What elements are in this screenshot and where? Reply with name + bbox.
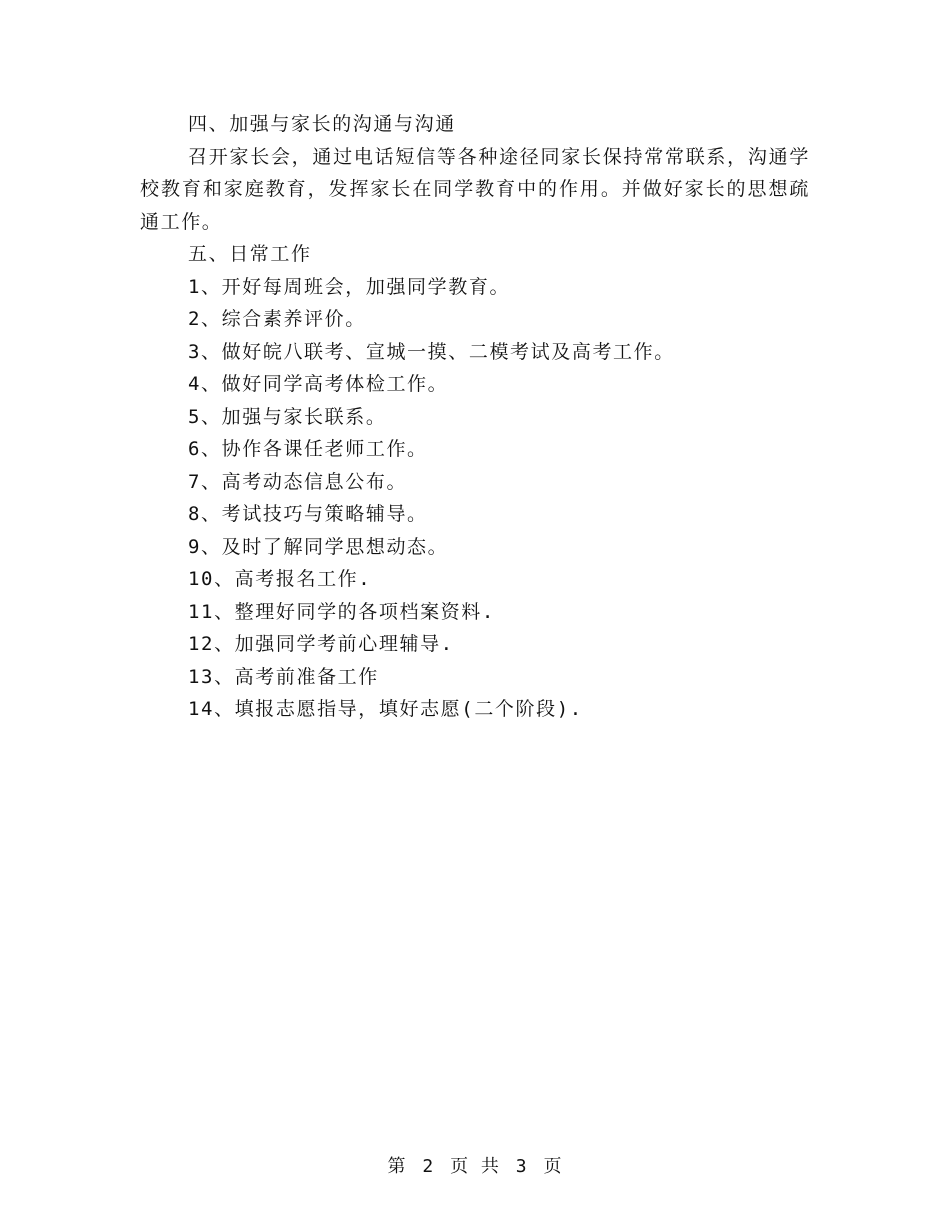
- footer-total-pages: 3: [515, 1156, 528, 1177]
- footer-current-page: 2: [422, 1156, 435, 1177]
- section-heading-4: 四、加强与家长的沟通与沟通: [188, 113, 456, 135]
- list-item: 5、加强与家长联系。: [188, 405, 387, 428]
- footer-suffix: 页: [543, 1156, 563, 1177]
- list-item: 8、考试技巧与策略辅导。: [188, 503, 428, 525]
- footer-prefix: 第: [387, 1156, 407, 1177]
- section-heading-5: 五、日常工作: [188, 243, 312, 265]
- list-item: 14、填报志愿指导，填好志愿(二个阶段).: [188, 698, 583, 720]
- section-4-paragraph: 召开家长会，通过电话短信等各种途径同家长保持常常联系，沟通学校教育和家庭教育，发挥家长在同学教育中的作用。并做好家长的思想疏通工作。: [140, 145, 810, 233]
- list-item: 7、高考动态信息公布。: [188, 470, 408, 493]
- page-footer: [0, 1152, 950, 1178]
- list-item: 10、高考报名工作.: [188, 568, 372, 590]
- document-body: [140, 108, 810, 726]
- list-item: 2、综合素养评价。: [188, 308, 366, 330]
- list-item: 1、开好每周班会，加强同学教育。: [188, 275, 511, 298]
- list-item: 4、做好同学高考体检工作。: [188, 373, 449, 395]
- list-item: 12、加强同学考前心理辅导.: [188, 633, 454, 655]
- list-item: 3、做好皖八联考、宣城一摸、二模考试及高考工作。: [188, 340, 675, 363]
- list-item: 11、整理好同学的各项档案资料.: [188, 600, 495, 623]
- list-item: 6、协作各课任老师工作。: [188, 438, 428, 460]
- list-item: 9、及时了解同学思想动态。: [188, 535, 449, 558]
- footer-middle: 页 共: [450, 1156, 500, 1177]
- list-item: 13、高考前准备工作: [188, 665, 379, 688]
